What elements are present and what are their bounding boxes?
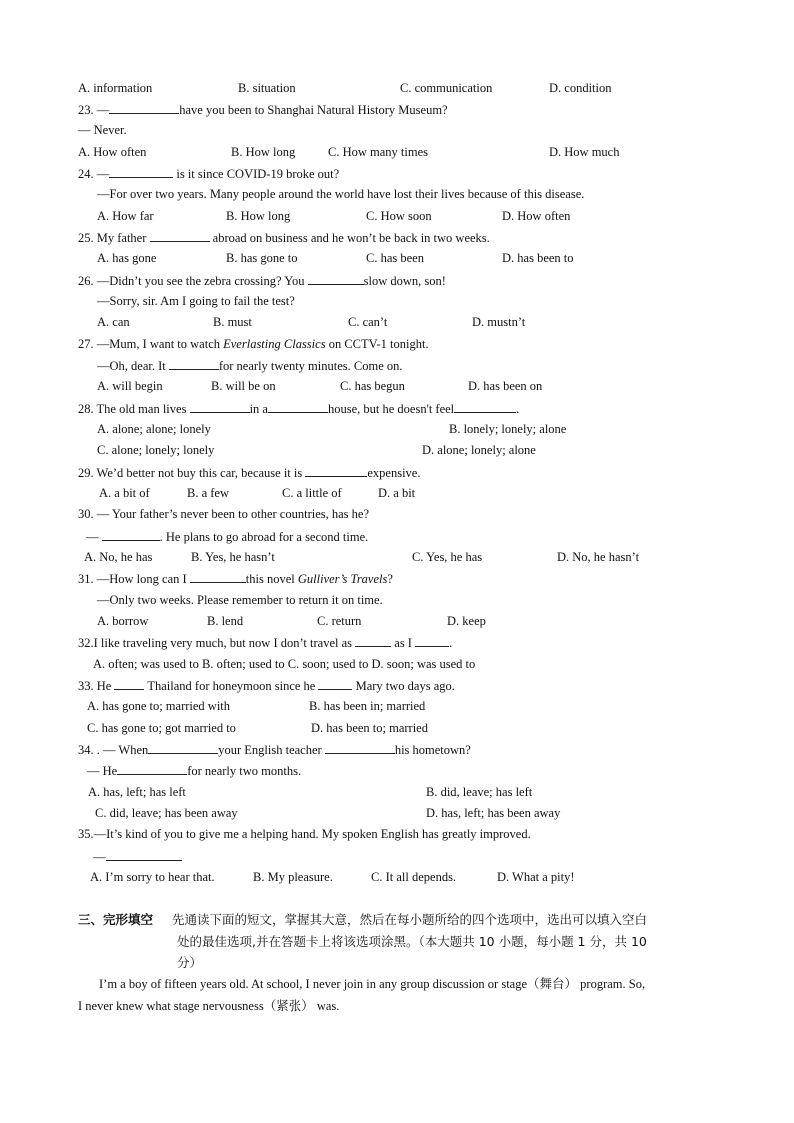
- q34-question: [78, 741, 471, 758]
- q27-option-c: C. has begun: [340, 379, 405, 393]
- q35-option-b: B. My pleasure.: [253, 870, 333, 884]
- q35-question: 35.—It’s kind of you to give me a helping hand. My spoken English has greatly improved.: [78, 827, 531, 841]
- q31-option-a: A. borrow: [97, 614, 149, 628]
- q34-mid: your English teacher: [218, 743, 325, 757]
- q31-reply: —Only two weeks. Please remember to return it on time.: [97, 593, 383, 607]
- q28-pre: 28. The old man lives: [78, 402, 190, 416]
- answer-blank: [106, 848, 182, 861]
- q23-reply: — Never.: [78, 123, 127, 137]
- q33-option-a: A. has gone to; married with: [87, 699, 231, 713]
- q28-mid2: house, but he doesn't feel: [327, 402, 455, 416]
- answer-blank: [169, 357, 219, 370]
- q31-option-b: B. lend: [207, 614, 244, 628]
- q35-reply: [93, 848, 182, 865]
- q22-option-d: D. condition: [549, 81, 612, 95]
- q26-question: [78, 272, 446, 289]
- section-instructions-line3: 分）: [177, 955, 203, 970]
- q33-mid: Thailand for honeymoon since he: [144, 679, 319, 693]
- q33-option-d: D. has been to; married: [311, 721, 428, 735]
- answer-blank: [109, 165, 173, 178]
- q24-reply: —For over two years. Many people around the world have lost their lives because of this disease.: [97, 187, 585, 201]
- q27-pre: 27. —Mum, I want to watch: [78, 337, 224, 351]
- q25-option-a: A. has gone: [97, 251, 157, 265]
- q32-mid: as I: [391, 636, 416, 650]
- q27-reply: [97, 357, 403, 374]
- q28-option-c: C. alone; lonely; lonely: [97, 443, 215, 457]
- q34-option-b: B. did, leave; has left: [426, 785, 533, 799]
- q22-option-b: B. situation: [238, 81, 296, 95]
- q27-reply-post: for nearly twenty minutes. Come on.: [218, 359, 403, 373]
- passage-line-1: I’m a boy of fifteen years old. At school, I never join in any group discussion or stage（舞台） program. So,: [99, 977, 646, 991]
- q26-reply: —Sorry, sir. Am I going to fail the test?: [97, 294, 295, 308]
- answer-blank: [190, 570, 246, 583]
- answer-blank: [109, 101, 179, 114]
- q34-reply-pre: — He: [87, 764, 118, 778]
- q22-option-c: C. communication: [400, 81, 493, 95]
- q31-pre: 31. —How long can I: [78, 572, 190, 586]
- q27-reply-pre: —Oh, dear. It: [97, 359, 169, 373]
- q34-option-c: C. did, leave; has been away: [95, 806, 238, 820]
- q31-post: this novel: [245, 572, 298, 586]
- q31-question: [78, 570, 393, 587]
- q23-option-b: B. How long: [231, 145, 296, 159]
- q31-option-c: C. return: [317, 614, 362, 628]
- q32-post: .: [449, 636, 453, 650]
- section-instructions-line1: 先通读下面的短文，掌握其大意，然后在每小题所给的四个选项中，选出可以填入空白: [172, 912, 648, 927]
- q23-option-c: C. How many times: [328, 145, 428, 159]
- q27-program-title: Everlasting Classics: [223, 337, 326, 351]
- q25-pre: 25. My father: [78, 231, 150, 245]
- q24-option-b: B. How long: [226, 209, 291, 223]
- section-instructions-line2: 处的最佳选项,并在答题卡上将该选项涂黑。（本大题共 10 小题，每小题 1 分，共 10: [177, 934, 647, 949]
- q28-option-a: A. alone; alone; lonely: [97, 422, 211, 436]
- q29-option-a: A. a bit of: [99, 486, 150, 500]
- q34-reply-post: for nearly two months.: [187, 764, 302, 778]
- q31-novel-title: Gulliver’s Travels: [297, 572, 388, 586]
- q25-question: [78, 229, 490, 246]
- answer-blank: [355, 634, 391, 647]
- q33-question: [78, 677, 455, 694]
- passage-line-2: I never knew what stage nervousness（紧张） was.: [78, 999, 340, 1013]
- q23-option-a: A. How often: [78, 145, 147, 159]
- q25-option-d: D. has been to: [502, 251, 574, 265]
- answer-blank: [305, 464, 367, 477]
- q29-question: [78, 464, 420, 481]
- q32-question: [78, 634, 452, 651]
- q26-option-d: D. mustn’t: [472, 315, 526, 329]
- answer-blank: [415, 634, 449, 647]
- q31-option-d: D. keep: [447, 614, 486, 628]
- q34-option-a: A. has, left; has left: [88, 785, 186, 799]
- q23-text: have you been to Shanghai Natural History Museum?: [179, 103, 448, 117]
- q30-reply: [86, 528, 368, 545]
- q26-option-a: A. can: [97, 315, 130, 329]
- q26-pre: 26. —Didn’t you see the zebra crossing? You: [78, 274, 308, 288]
- q29-option-c: C. a little of: [282, 486, 342, 500]
- q35-option-a: A. I’m sorry to hear that.: [90, 870, 215, 884]
- q28-mid1: in a: [249, 402, 268, 416]
- q33-pre: 33. He: [78, 679, 115, 693]
- q27-option-a: A. will begin: [97, 379, 163, 393]
- q29-pre: 29. We’d better not buy this car, because it is: [78, 466, 306, 480]
- q34-pre: 34. . — When: [78, 743, 149, 757]
- section-heading: 三、完形填空: [78, 912, 154, 927]
- answer-blank: [148, 741, 218, 754]
- q24-option-c: C. How soon: [366, 209, 432, 223]
- q25-post: abroad on business and he won’t be back in two weeks.: [209, 231, 490, 245]
- q33-post: Mary two days ago.: [352, 679, 455, 693]
- q30-reply-post: . He plans to go abroad for a second time.: [159, 530, 369, 544]
- answer-blank: [190, 400, 250, 413]
- answer-blank: [114, 677, 144, 690]
- q35-option-d: D. What a pity!: [497, 870, 575, 884]
- q35-reply-pre: —: [93, 850, 106, 864]
- q34-option-d: D. has, left; has been away: [426, 806, 561, 820]
- answer-blank: [325, 741, 395, 754]
- q29-option-d: D. a bit: [378, 486, 416, 500]
- q23-option-d: D. How much: [549, 145, 620, 159]
- q32-pre: 32.I like traveling very much, but now I don’t travel as: [78, 636, 356, 650]
- q25-option-b: B. has gone to: [226, 251, 298, 265]
- q35-option-c: C. It all depends.: [371, 870, 457, 884]
- q32-options: A. often; was used to B. often; used to C. soon; used to D. soon; was used to: [93, 657, 476, 671]
- answer-blank: [318, 677, 352, 690]
- q30-option-a: A. No, he has: [84, 550, 153, 564]
- q33-option-b: B. has been in; married: [309, 699, 426, 713]
- answer-blank: [102, 528, 160, 541]
- q26-option-c: C. can’t: [348, 315, 388, 329]
- q24-option-a: A. How far: [97, 209, 154, 223]
- q24-option-d: D. How often: [502, 209, 571, 223]
- q29-post: expensive.: [367, 466, 421, 480]
- q24-text: is it since COVID-19 broke out?: [173, 167, 340, 181]
- answer-blank: [308, 272, 364, 285]
- q33-option-c: C. has gone to; got married to: [87, 721, 236, 735]
- q29-option-b: B. a few: [187, 486, 229, 500]
- q28-option-b: B. lonely; lonely; alone: [449, 422, 567, 436]
- q26-post: slow down, son!: [363, 274, 446, 288]
- q28-question: [78, 400, 519, 417]
- q30-option-d: D. No, he hasn’t: [557, 550, 640, 564]
- q22-option-a: A. information: [78, 81, 153, 95]
- q25-option-c: C. has been: [366, 251, 424, 265]
- q24-question: [78, 165, 339, 182]
- q27-post: on CCTV-1 tonight.: [325, 337, 429, 351]
- q23-number: 23. —: [78, 103, 110, 117]
- q24-number: 24. —: [78, 167, 110, 181]
- q27-option-d: D. has been on: [468, 379, 543, 393]
- q23-question: [78, 101, 448, 118]
- answer-blank: [454, 400, 516, 413]
- q30-question: 30. — Your father’s never been to other countries, has he?: [78, 507, 370, 521]
- q27-option-b: B. will be on: [211, 379, 276, 393]
- q34-reply: [87, 762, 301, 779]
- answer-blank: [268, 400, 328, 413]
- q30-reply-pre: —: [86, 530, 102, 544]
- q28-post: .: [516, 402, 520, 416]
- q28-option-d: D. alone; lonely; alone: [422, 443, 536, 457]
- q27-question: [78, 336, 429, 352]
- q34-post: his hometown?: [394, 743, 471, 757]
- q30-option-c: C. Yes, he has: [412, 550, 483, 564]
- q31-end: ?: [387, 572, 393, 586]
- q26-option-b: B. must: [213, 315, 252, 329]
- answer-blank: [117, 762, 187, 775]
- answer-blank: [150, 229, 210, 242]
- q30-option-b: B. Yes, he hasn’t: [191, 550, 275, 564]
